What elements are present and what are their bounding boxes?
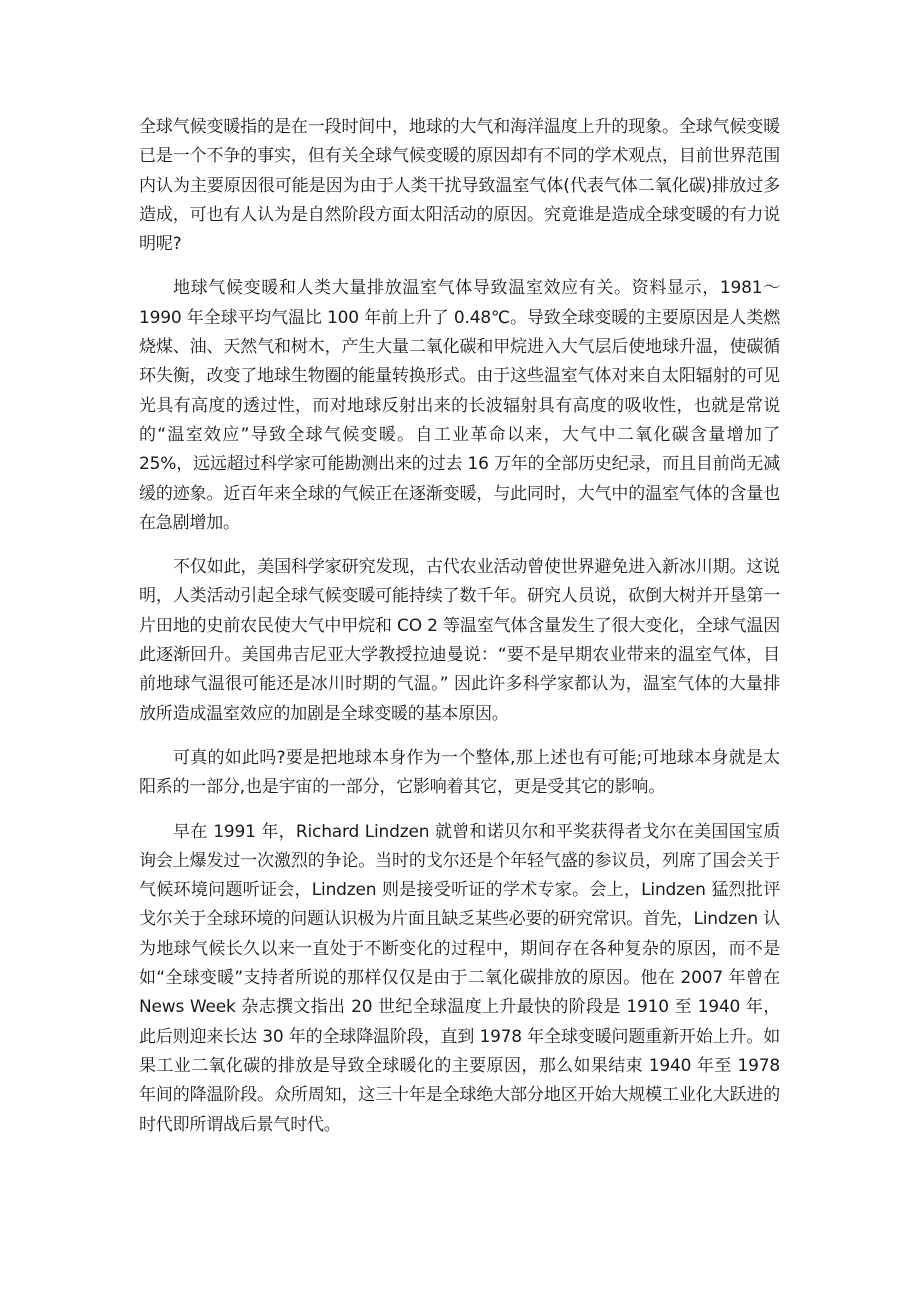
paragraph-3: 不仅如此，美国科学家研究发现，古代农业活动曾使世界避免进入新冰川期。这说明，人类活动引起全球气候变暖可能持续了数千年。研究人员说，砍倒大树并开垦第一片田地的史前农民使大气中甲烷和 CO 2 等温室气体含量发生了很大变化，全球气温因此逐渐回升。美国弗吉尼亚大学教授拉迪曼说：“要不是早期农业带来的温室气体，目前地球气温很可能还是冰川时期的气温。” 因此许多科学家都认为，温室气体的大量排放所造成温室效应的加剧是全球变暖的基本原因。 — [139, 557, 780, 724]
paragraph-5: 早在 1991 年，Richard Lindzen 就曾和诺贝尔和平奖获得者戈尔在美国国宝质询会上爆发过一次激烈的争论。当时的戈尔还是个年轻气盛的参议员，列席了国会关于气候环境问题听证会，Lindzen 则是接受听证的学术专家。会上，Lindzen 猛烈批评戈尔关于全球环境的问题认识极为片面且缺乏某些必要的研究常识。首先，Lindzen 认为地球气候长久以来一直处于不断变化的过程中，期间存在各种复杂的原因，而不是如“全球变暖”支持者所说的那样仅仅是由于二氧化碳排放的原因。他在 2007 年曾在 News Week 杂志撰文指出 20 世纪全球温度上升最快的阶段是 1910 至 1940 年，此后则迎来长达 30 年的全球降温阶段，直到 1978 年全球变暖问题重新开始上升。如果工业二氧化碳的排放是导致全球暖化的主要原因，那么如果结束 1940 年至 1978 年间的降温阶段。众所周知，这三十年是全球绝大部分地区开始大规模工业化大跃进的时代即所谓战后景气时代。 — [139, 821, 780, 1135]
paragraph-1: 全球气候变暖指的是在一段时间中，地球的大气和海洋温度上升的现象。全球气候变暖已是一个不争的事实，但有关全球气候变暖的原因却有不同的学术观点，目前世界范围内认为主要原因很可能是因为由于人类干扰导致温室气体(代表气体二氧化碳)排放过多造成，可也有人认为是自然阶段方面太阳活动的原因。究竟谁是造成全球变暖的有力说明呢? — [139, 117, 780, 255]
document-body — [139, 113, 780, 1155]
paragraph-4: 可真的如此吗?要是把地球本身作为一个整体,那上述也有可能;可地球本身就是太阳系的一部分,也是宇宙的一部分，它影响着其它，更是受其它的影响。 — [139, 747, 780, 798]
paragraph-2: 地球气候变暖和人类大量排放温室气体导致温室效应有关。资料显示，1981～1990 年全球平均气温比 100 年前上升了 0.48℃。导致全球变暖的主要原因是人类燃烧煤、油、天然气和树木，产生大量二氧化碳和甲烷进入大气层后使地球升温，使碳循环失衡，改变了地球生物圈的能量转换形式。由于这些温室气体对来自太阳辐射的可见光具有高度的透过性，而对地球反射出来的长波辐射具有高度的吸收性，也就是常说的“温室效应”导致全球气候变暖。自工业革命以来，大气中二氧化碳含量增加了 25%，远远超过科学家可能勘测出来的过去 16 万年的全部历史纪录，而且目前尚无减缓的迹象。近百年来全球的气候正在逐渐变暖，与此同时，大气中的温室气体的含量也在急剧增加。 — [139, 278, 780, 533]
